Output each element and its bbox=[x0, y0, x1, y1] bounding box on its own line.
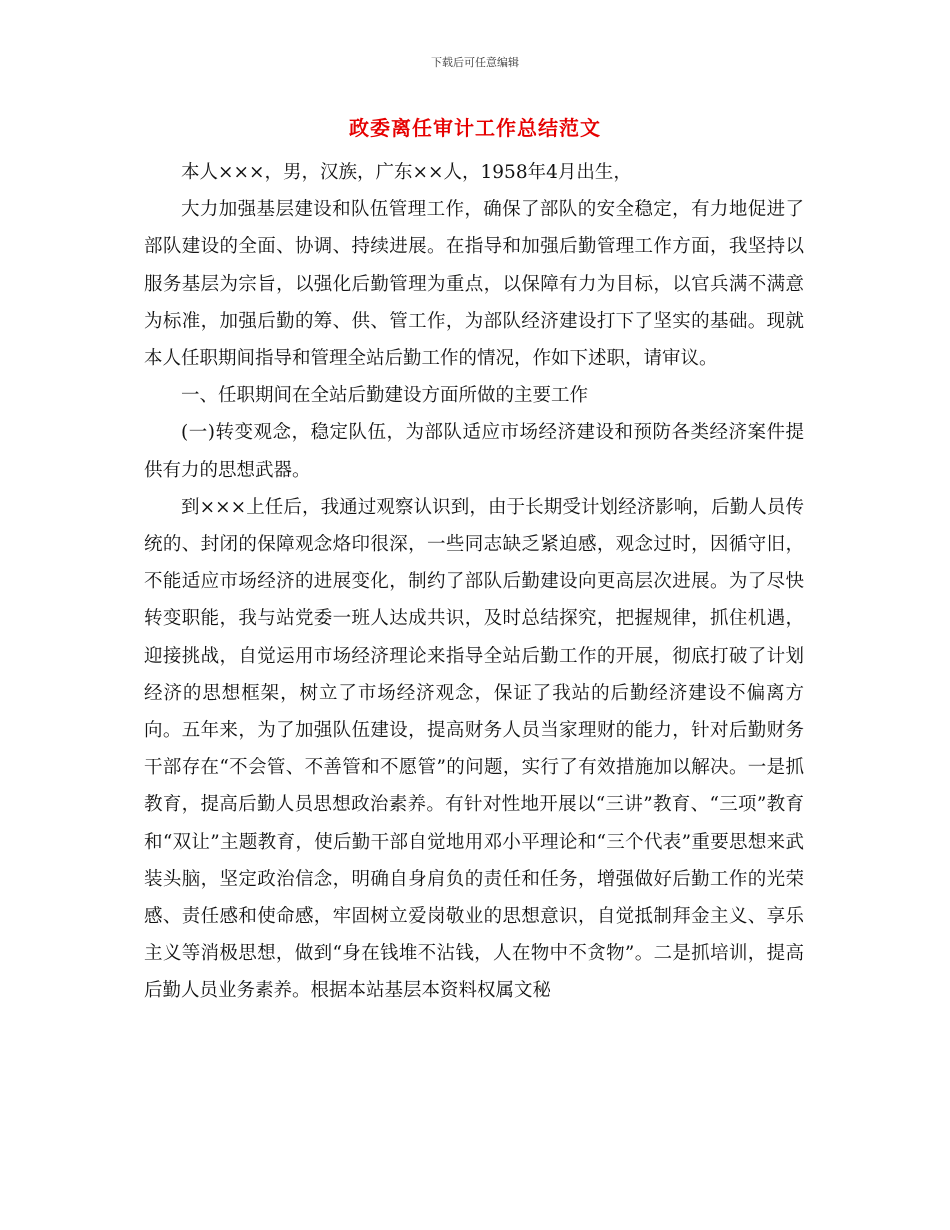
paragraph-detail: 到×××上任后，我通过观察认识到，由于长期受计划经济影响，后勤人员传统的、封闭的保障观念烙印很深，一些同志缺乏紧迫感，观念过时，因循守旧，不能适应市场经济的进展变化，制约了部队后勤建设向更高层次进展。为了尽快转变职能，我与站党委一班人达成共识，及时总结探究，把握规律，抓住机遇，迎接挑战，自觉运用市场经济理论来指导全站后勤工作的开展，彻底打破了计划经济的思想框架，树立了市场经济观念，保证了我站的后勤经济建设不偏离方向。五年来，为了加强队伍建设，提高财务人员当家理财的能力，针对后勤财务干部存在“不会管、不善管和不愿管”的问题，实行了有效措施加以解决。一是抓教育，提高后勤人员思想政治素养。有针对性地开展以“三讲”教育、“三项”教育和“双让”主题教育，使后勤干部自觉地用邓小平理论和“三个代表”重要思想来武装头脑，坚定政治信念，明确自身肩负的责任和任务，增强做好后勤工作的光荣感、责任感和使命感，牢固树立爱岗敬业的思想意识，自觉抵制拜金主义、享乐主义等消极思想，做到“身在钱堆不沾钱，人在物中不贪物”。二是抓培训，提高后勤人员业务素养。根据本站基层本资料权属文秘 bbox=[144, 496, 804, 1002]
document-body bbox=[144, 154, 804, 1010]
page-header: 下载后可任意编辑 bbox=[431, 56, 519, 69]
section-heading: 一、任职期间在全站后勤建设方面所做的主要工作 bbox=[181, 385, 589, 407]
document-title: 政委离任审计工作总结范文 bbox=[349, 116, 601, 140]
paragraph-overview: 大力加强基层建设和队伍管理工作，确保了部队的安全稳定，有力地促进了部队建设的全面、协调、持续进展。在指导和加强后勤管理工作方面，我坚持以服务基层为宗旨，以强化后勤管理为重点，以保障有力为目标，以官兵满不满意为标准，加强后勤的筹、供、管工作，为部队经济建设打下了坚实的基础。现就本人任职期间指导和管理全站后勤工作的情况，作如下述职，请审议。 bbox=[144, 199, 804, 370]
paragraph-intro: 本人×××，男，汉族，广东××人，1958年4月出生， bbox=[181, 162, 632, 183]
subsection-heading: (一)转变观念，稳定队伍，为部队适应市场经济建设和预防各类经济案件提供有力的思想武器。 bbox=[144, 422, 804, 481]
